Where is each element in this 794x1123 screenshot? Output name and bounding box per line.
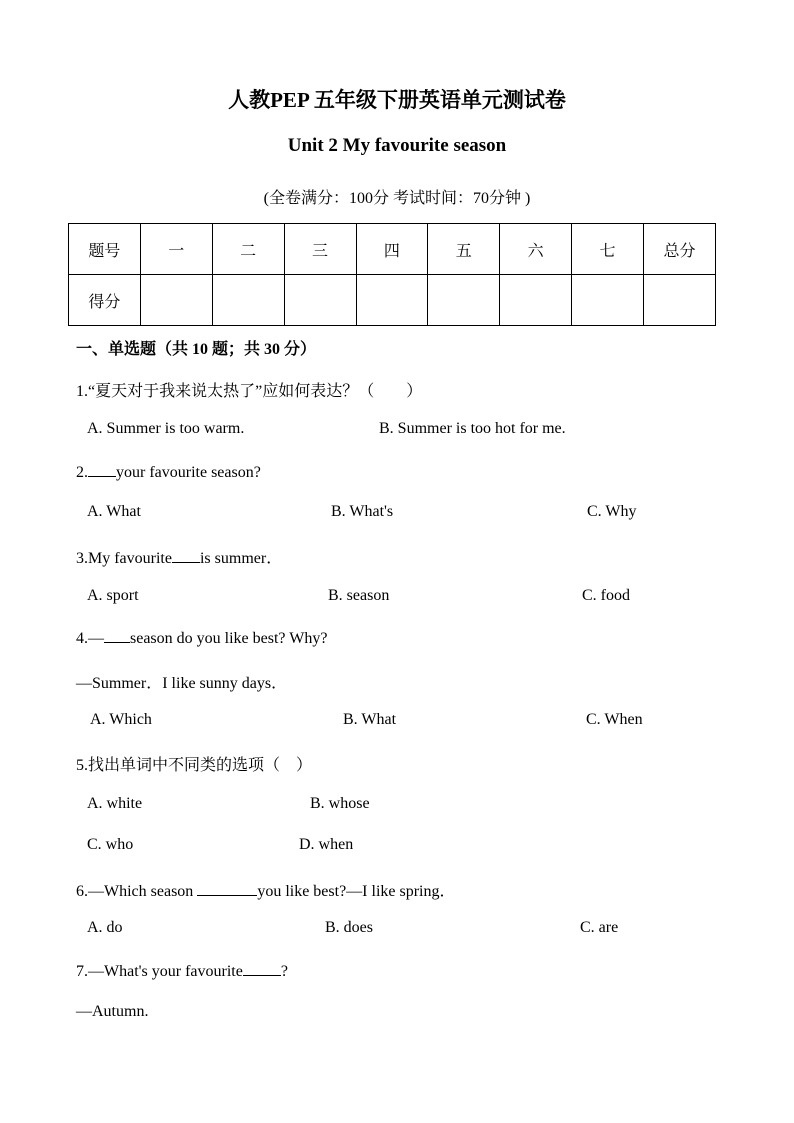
question-1-stem: 1.“夏天对于我来说太热了”应如何表达？（ ）	[76, 383, 423, 400]
question-4-option-a[interactable]: A. Which	[90, 711, 152, 728]
question-4-option-b[interactable]: B. What	[343, 711, 397, 728]
question-5-option-b[interactable]: B. whose	[310, 795, 370, 812]
question-4-stem	[76, 628, 327, 648]
question-4-option-c[interactable]: C. When	[586, 711, 643, 728]
question-4-stem-pre: 4.—	[76, 630, 104, 647]
score-table-cell: 五	[428, 224, 500, 275]
question-6-stem-post: you like best?—I like spring．	[257, 883, 456, 900]
question-5-option-a[interactable]: A. white	[87, 795, 143, 812]
score-cell[interactable]	[644, 275, 716, 326]
answer-blank[interactable]	[104, 628, 130, 643]
question-6-option-b[interactable]: B. does	[325, 919, 373, 936]
score-table	[68, 223, 716, 326]
score-table-cell: 六	[500, 224, 572, 275]
question-3-stem-pre: 3.My favourite	[76, 550, 172, 567]
question-5-option-d[interactable]: D. when	[299, 836, 354, 853]
score-label: 得分	[69, 275, 141, 326]
question-5-stem: 5.找出单词中不同类的选项（ ）	[76, 757, 313, 774]
score-cell[interactable]	[140, 275, 212, 326]
question-2-option-a[interactable]: A. What	[87, 503, 141, 520]
question-2-stem-pre: 2.	[76, 464, 88, 481]
answer-blank[interactable]	[197, 881, 257, 896]
unit-subtitle: Unit 2 My favourite season	[287, 135, 507, 156]
question-2-option-c[interactable]: C. Why	[587, 503, 637, 520]
question-1-option-b[interactable]: B. Summer is too hot for me.	[379, 420, 566, 437]
question-3-option-c[interactable]: C. food	[582, 587, 630, 604]
question-3-option-a[interactable]: A. sport	[87, 587, 139, 604]
question-6-stem-pre: 6.—Which season	[76, 883, 198, 900]
section-title: 一、单选题（共 10 题；共 30 分）	[76, 341, 317, 358]
question-7-stem-pre: 7.—What's your favourite	[76, 963, 243, 980]
score-table-cell: 三	[284, 224, 356, 275]
question-2-stem	[76, 462, 261, 482]
score-table-cell: 一	[140, 224, 212, 275]
question-3-stem-post: is summer．	[199, 550, 283, 567]
answer-blank[interactable]	[88, 462, 116, 477]
score-cell[interactable]	[356, 275, 428, 326]
score-table-header-row	[69, 224, 716, 275]
score-table-cell: 四	[356, 224, 428, 275]
answer-blank[interactable]	[172, 548, 200, 563]
question-1-option-a[interactable]: A. Summer is too warm.	[87, 420, 245, 437]
question-7-stem-post: ?	[280, 963, 288, 980]
question-6-stem	[76, 878, 456, 901]
question-3-option-b[interactable]: B. season	[328, 587, 390, 604]
score-cell[interactable]	[500, 275, 572, 326]
score-cell[interactable]	[212, 275, 284, 326]
question-6-option-c[interactable]: C. are	[580, 919, 619, 936]
question-2-option-b[interactable]: B. What's	[331, 503, 394, 520]
score-table-cell: 七	[572, 224, 644, 275]
question-7-response: —Autumn.	[76, 1003, 149, 1020]
answer-blank[interactable]	[243, 961, 281, 976]
question-2-stem-post: your favourite season?	[116, 464, 261, 481]
score-table-cell: 题号	[69, 224, 141, 275]
question-4-stem-post: season do you like best? Why?	[130, 630, 328, 647]
exam-info: (全卷满分：100分 考试时间：70分钟 )	[263, 190, 531, 207]
question-3-stem	[76, 545, 282, 568]
question-6-option-a[interactable]: A. do	[87, 919, 123, 936]
score-table-score-row	[69, 275, 716, 326]
page-title: 人教PEP 五年级下册英语单元测试卷	[228, 88, 566, 112]
score-cell[interactable]	[284, 275, 356, 326]
score-table-cell: 总分	[644, 224, 716, 275]
score-cell[interactable]	[572, 275, 644, 326]
question-7-stem	[76, 961, 288, 981]
question-4-response: —Summer．I like sunny days．	[76, 675, 288, 692]
score-cell[interactable]	[428, 275, 500, 326]
score-table-cell: 二	[212, 224, 284, 275]
question-5-option-c[interactable]: C. who	[87, 836, 134, 853]
